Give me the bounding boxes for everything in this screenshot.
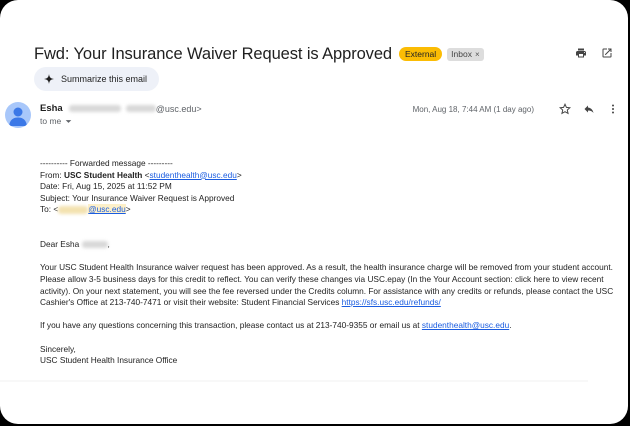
sender-line bbox=[40, 103, 202, 114]
signature: USC Student Health Insurance Office bbox=[40, 355, 178, 366]
sender-email: @usc.edu> bbox=[155, 103, 202, 114]
label-external: External bbox=[399, 47, 442, 61]
label-inbox-text: Inbox bbox=[451, 48, 472, 59]
more-vertical-icon[interactable] bbox=[606, 102, 620, 116]
body-paragraph-2: If you have any questions concerning this transaction, please contact us at 213-740-9355 or email us at studenthealth@usc.edu. bbox=[40, 320, 512, 331]
remove-label-icon[interactable]: × bbox=[474, 49, 480, 59]
sender-avatar[interactable] bbox=[5, 102, 31, 128]
forwarded-date: Date: Fri, Aug 15, 2025 at 11:52 PM bbox=[40, 181, 172, 192]
refunds-link[interactable]: https://sfs.usc.edu/refunds/ bbox=[341, 297, 441, 308]
summarize-label: Summarize this email bbox=[61, 74, 148, 84]
forwarded-from-email-link[interactable]: studenthealth@usc.edu bbox=[149, 169, 237, 180]
subject-row bbox=[34, 43, 614, 65]
message-meta bbox=[413, 102, 620, 116]
summarize-email-button[interactable] bbox=[34, 67, 159, 91]
divider bbox=[0, 380, 588, 382]
redacted-last-name bbox=[82, 241, 108, 248]
greeting: Dear Esha , bbox=[40, 239, 110, 250]
caret-down-icon bbox=[65, 118, 72, 125]
redacted-email bbox=[126, 105, 156, 112]
sparkle-icon bbox=[44, 74, 54, 84]
open-in-new-window-icon[interactable] bbox=[600, 46, 614, 60]
forwarded-separator: ---------- Forwarded message --------- bbox=[40, 158, 173, 168]
body-paragraph-1: Your USC Student Health Insurance waiver request has been approved. As a result, the health insurance charge will be removed from your student account. Please allow 3-5 business days for this credit to reflect. You can verify these changes via USC.epay (In the Your Account section: click here to view recent activity). On your next statement, you will see the fee reversed under the Credits column. For assistance with any credits or refunds, please contact the USC Cashier's Office at 213-740-7471 or visit their website: Student Financial Services https://sfs.usc.edu/refunds/ bbox=[40, 262, 614, 308]
message-body bbox=[40, 158, 615, 367]
recipient-label: to me bbox=[40, 116, 62, 126]
closing: Sincerely, bbox=[40, 343, 76, 354]
studenthealth-email-link[interactable]: studenthealth@usc.edu bbox=[421, 320, 510, 331]
forwarded-subject: Subject: Your Insurance Waiver Request is Approved bbox=[40, 192, 235, 203]
reply-icon[interactable] bbox=[582, 102, 596, 116]
recipient-details-toggle[interactable] bbox=[40, 116, 72, 126]
header-actions bbox=[574, 46, 614, 60]
email-subject: Fwd: Your Insurance Waiver Request is Approved bbox=[34, 44, 392, 63]
message-date: Mon, Aug 18, 7:44 AM (1 day ago) bbox=[412, 104, 534, 114]
star-icon[interactable] bbox=[558, 102, 572, 116]
redacted-name bbox=[69, 105, 121, 112]
label-inbox[interactable] bbox=[447, 48, 483, 61]
sender-name[interactable]: Esha bbox=[40, 103, 63, 114]
default-avatar-icon bbox=[5, 102, 31, 128]
forwarded-from-name: USC Student Health bbox=[63, 169, 143, 180]
print-icon[interactable] bbox=[574, 46, 588, 60]
forwarded-to: To: < @usc.edu> bbox=[40, 204, 131, 215]
redacted-recipient bbox=[58, 206, 88, 214]
forwarded-to-email-link[interactable]: @usc.edu bbox=[88, 204, 126, 215]
forwarded-from: From: USC Student Health <studenthealth@usc.edu> bbox=[40, 169, 242, 180]
